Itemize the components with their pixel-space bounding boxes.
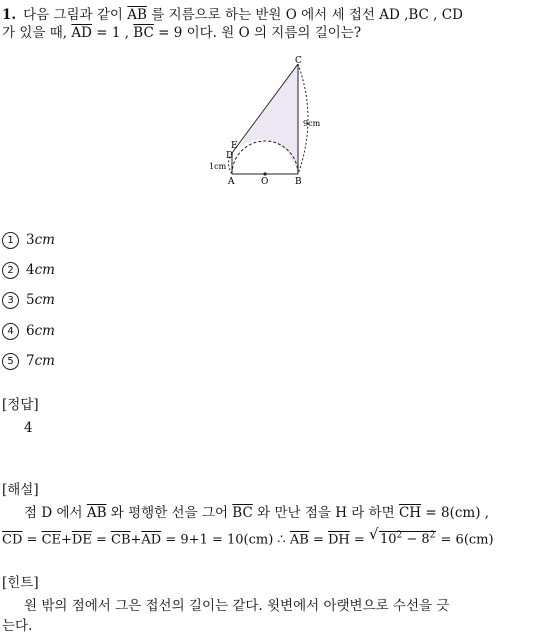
label-o: O (261, 177, 269, 187)
choice-4[interactable]: 4 6cm (2, 322, 55, 340)
choice-2[interactable]: 2 4cm (2, 261, 55, 279)
label-d: D (226, 151, 234, 161)
segment-ad: $\overline{AD}$ (71, 25, 92, 41)
explanation-line-2: $\overline{CD} = \overline{CE}+\overline{DE} = \overline{CB}+\overline{AD} = 9+1 = 10(cm)$ ∴ $\overline{AB} = \overline{DH}$ = √ $10^2 - 8^2 = 6(cm)$ (2, 525, 494, 548)
explanation-line-1: 점 D 에서 $\overline{AB}$ 와 평행한 선을 그어 $\overline{BC}$ 와 만난 점을 H 라 하면 $\overline{CH} = 8(cm)$ , (24, 505, 490, 521)
length-label-bc: 9cm (303, 119, 321, 128)
explanation-heading: [해설] (2, 482, 39, 498)
hint-heading: [힌트] (2, 575, 39, 591)
choice-5[interactable]: 5 7cm (2, 352, 55, 370)
shaded-region (238, 64, 298, 174)
question-line-1: 1. 다음 그림과 같이 $\overline{AB}$ 를 지름으로 하는 반원 O 에서 세 접선 AD ,BC , CD (2, 7, 463, 23)
square-root-expression: √ $10^2 - 8^2$ (368, 525, 436, 548)
semicircle-tangent-figure (200, 56, 335, 188)
choice-marker-3: 3 (2, 292, 19, 309)
label-c: C (295, 56, 302, 66)
choice-3[interactable]: 3 5cm (2, 291, 55, 309)
answer-heading: [정답] (2, 397, 39, 413)
length-label-ad: 1cm (209, 162, 227, 171)
label-e: E (231, 141, 238, 151)
choice-marker-2: 2 (2, 262, 19, 279)
segment-bc: $\overline{BC}$ (133, 25, 154, 41)
center-point-o (263, 172, 266, 175)
question-number: 1. (2, 7, 17, 23)
choice-marker-1: 1 (2, 232, 19, 249)
hint-line-1: 원 밖의 점에서 그은 접선의 길이는 같다. 윗변에서 아랫변으로 수선을 긋 (24, 598, 450, 614)
answer-value: 4 (24, 420, 33, 436)
label-b: B (295, 177, 302, 187)
segment-ab: $\overline{AB}$ (127, 7, 147, 23)
choice-marker-5: 5 (2, 353, 19, 370)
label-a: A (228, 177, 235, 187)
choice-marker-4: 4 (2, 323, 19, 340)
choice-1[interactable]: 1 3cm (2, 231, 55, 249)
question-line-2: 가 있을 때, $\overline{AD} = 1$ , $\overline{BC} = 9$ 이다. 원 O 의 지름의 길이는? (2, 25, 362, 41)
hint-line-2: 는다. (2, 618, 33, 634)
